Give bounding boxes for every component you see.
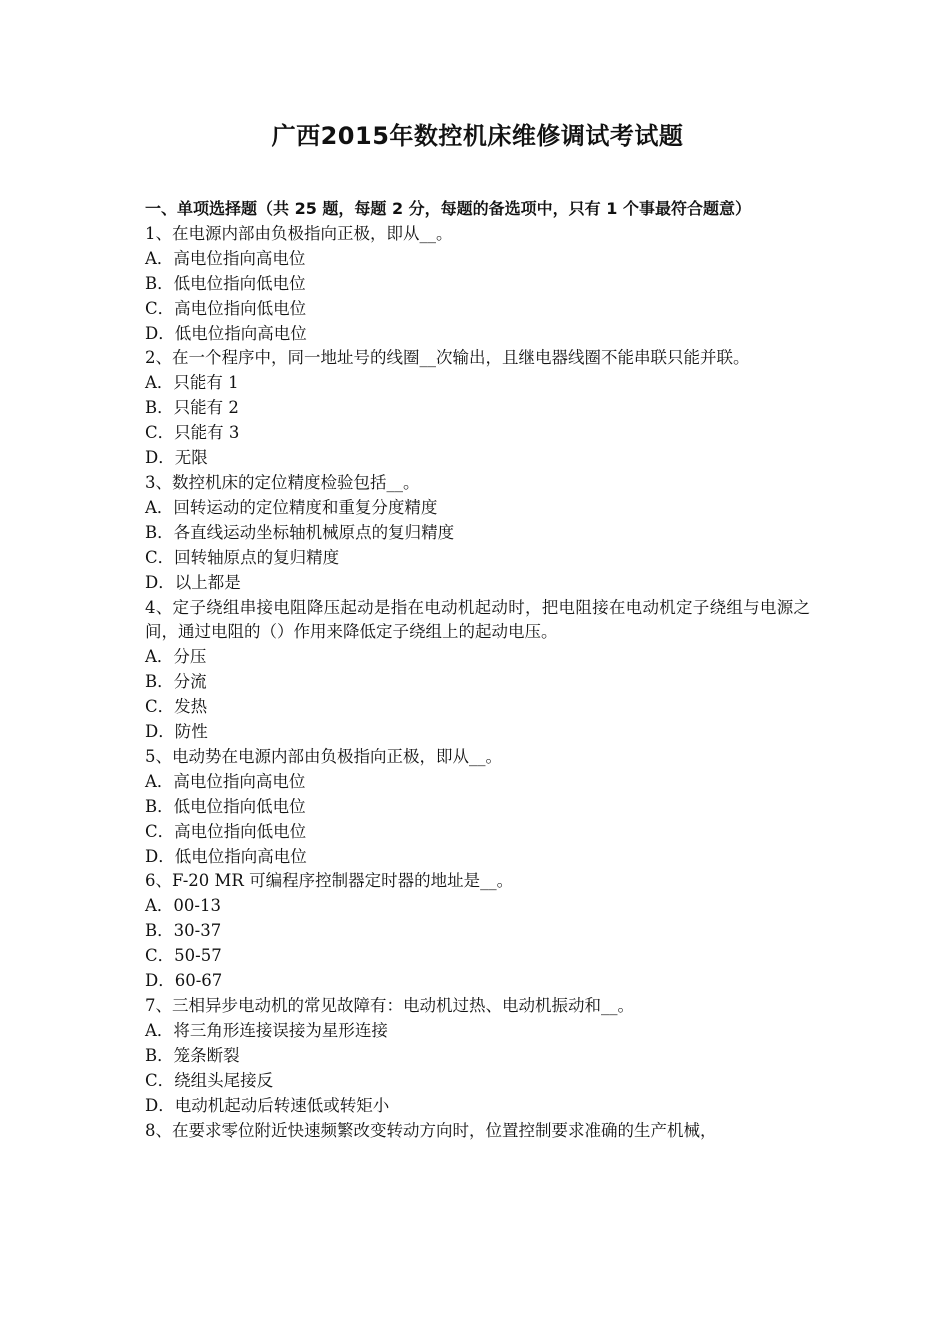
option-a: A．高电位指向高电位 [145, 248, 306, 268]
option-a: A．00-13 [145, 896, 221, 916]
option-b: B．各直线运动坐标轴机械原点的复归精度 [145, 522, 455, 542]
question-text: 3、数控机床的定位精度检验包括__。 [145, 472, 420, 492]
option-c: C．只能有 3 [145, 423, 240, 443]
question-block-2 [145, 346, 810, 471]
option-d: D．防性 [145, 722, 208, 742]
option-d: D．无限 [145, 448, 208, 468]
option-b: B．分流 [145, 672, 207, 692]
question-block-1 [145, 222, 810, 347]
option-a: A．高电位指向高电位 [145, 771, 306, 791]
question-block-8 [145, 1119, 810, 1144]
option-c: C．绕组头尾接反 [145, 1070, 274, 1090]
question-text: 4、定子绕组串接电阻降压起动是指在电动机起动时，把电阻接在电动机定子绕组与电源之间，通过电阻的（）作用来降低定子绕组上的起动电压。 [145, 597, 810, 642]
question-text: 2、在一个程序中，同一地址号的线圈__次输出，且继电器线圈不能串联只能并联。 [145, 348, 750, 368]
option-a: A．回转运动的定位精度和重复分度精度 [145, 497, 438, 517]
option-d: D．低电位指向高电位 [145, 846, 307, 866]
option-b: B．笼条断裂 [145, 1045, 240, 1065]
document-title: 广西2015年数控机床维修调试考试题 [271, 122, 684, 150]
option-c: C．50-57 [145, 946, 222, 966]
question-text: 5、电动势在电源内部由负极指向正极，即从__。 [145, 746, 502, 766]
question-block-6 [145, 869, 810, 994]
option-b: B．30-37 [145, 921, 222, 941]
question-text: 8、在要求零位附近快速频繁改变转动方向时，位置控制要求准确的生产机械， [145, 1120, 717, 1140]
option-a: A．只能有 1 [145, 373, 239, 393]
option-c: C．回转轴原点的复归精度 [145, 547, 340, 567]
document-body [145, 197, 810, 1143]
option-b: B．只能有 2 [145, 398, 239, 418]
question-text: 1、在电源内部由负极指向正极，即从__。 [145, 223, 453, 243]
option-c: C．高电位指向低电位 [145, 298, 307, 318]
section-heading: 一、单项选择题（共 25 题，每题 2 分，每题的备选项中，只有 1 个事最符合题意） [145, 199, 751, 218]
question-text: 7、三相异步电动机的常见故障有：电动机过热、电动机振动和__。 [145, 996, 634, 1015]
question-block-5 [145, 745, 810, 870]
option-d: D．60-67 [145, 971, 223, 991]
option-d: D．电动机起动后转速低或转矩小 [145, 1095, 390, 1115]
option-b: B．低电位指向低电位 [145, 273, 306, 293]
option-c: C．高电位指向低电位 [145, 821, 307, 841]
question-text: 6、F-20 MR 可编程序控制器定时器的地址是__。 [145, 871, 514, 891]
option-a: A．分压 [145, 647, 207, 667]
option-d: D．以上都是 [145, 572, 241, 592]
option-a: A．将三角形连接误接为星形连接 [145, 1020, 388, 1040]
option-c: C．发热 [145, 697, 208, 717]
question-block-7 [145, 994, 810, 1119]
option-b: B．低电位指向低电位 [145, 796, 306, 816]
option-d: D．低电位指向高电位 [145, 323, 307, 343]
question-block-4 [145, 596, 810, 745]
question-block-3 [145, 471, 810, 596]
